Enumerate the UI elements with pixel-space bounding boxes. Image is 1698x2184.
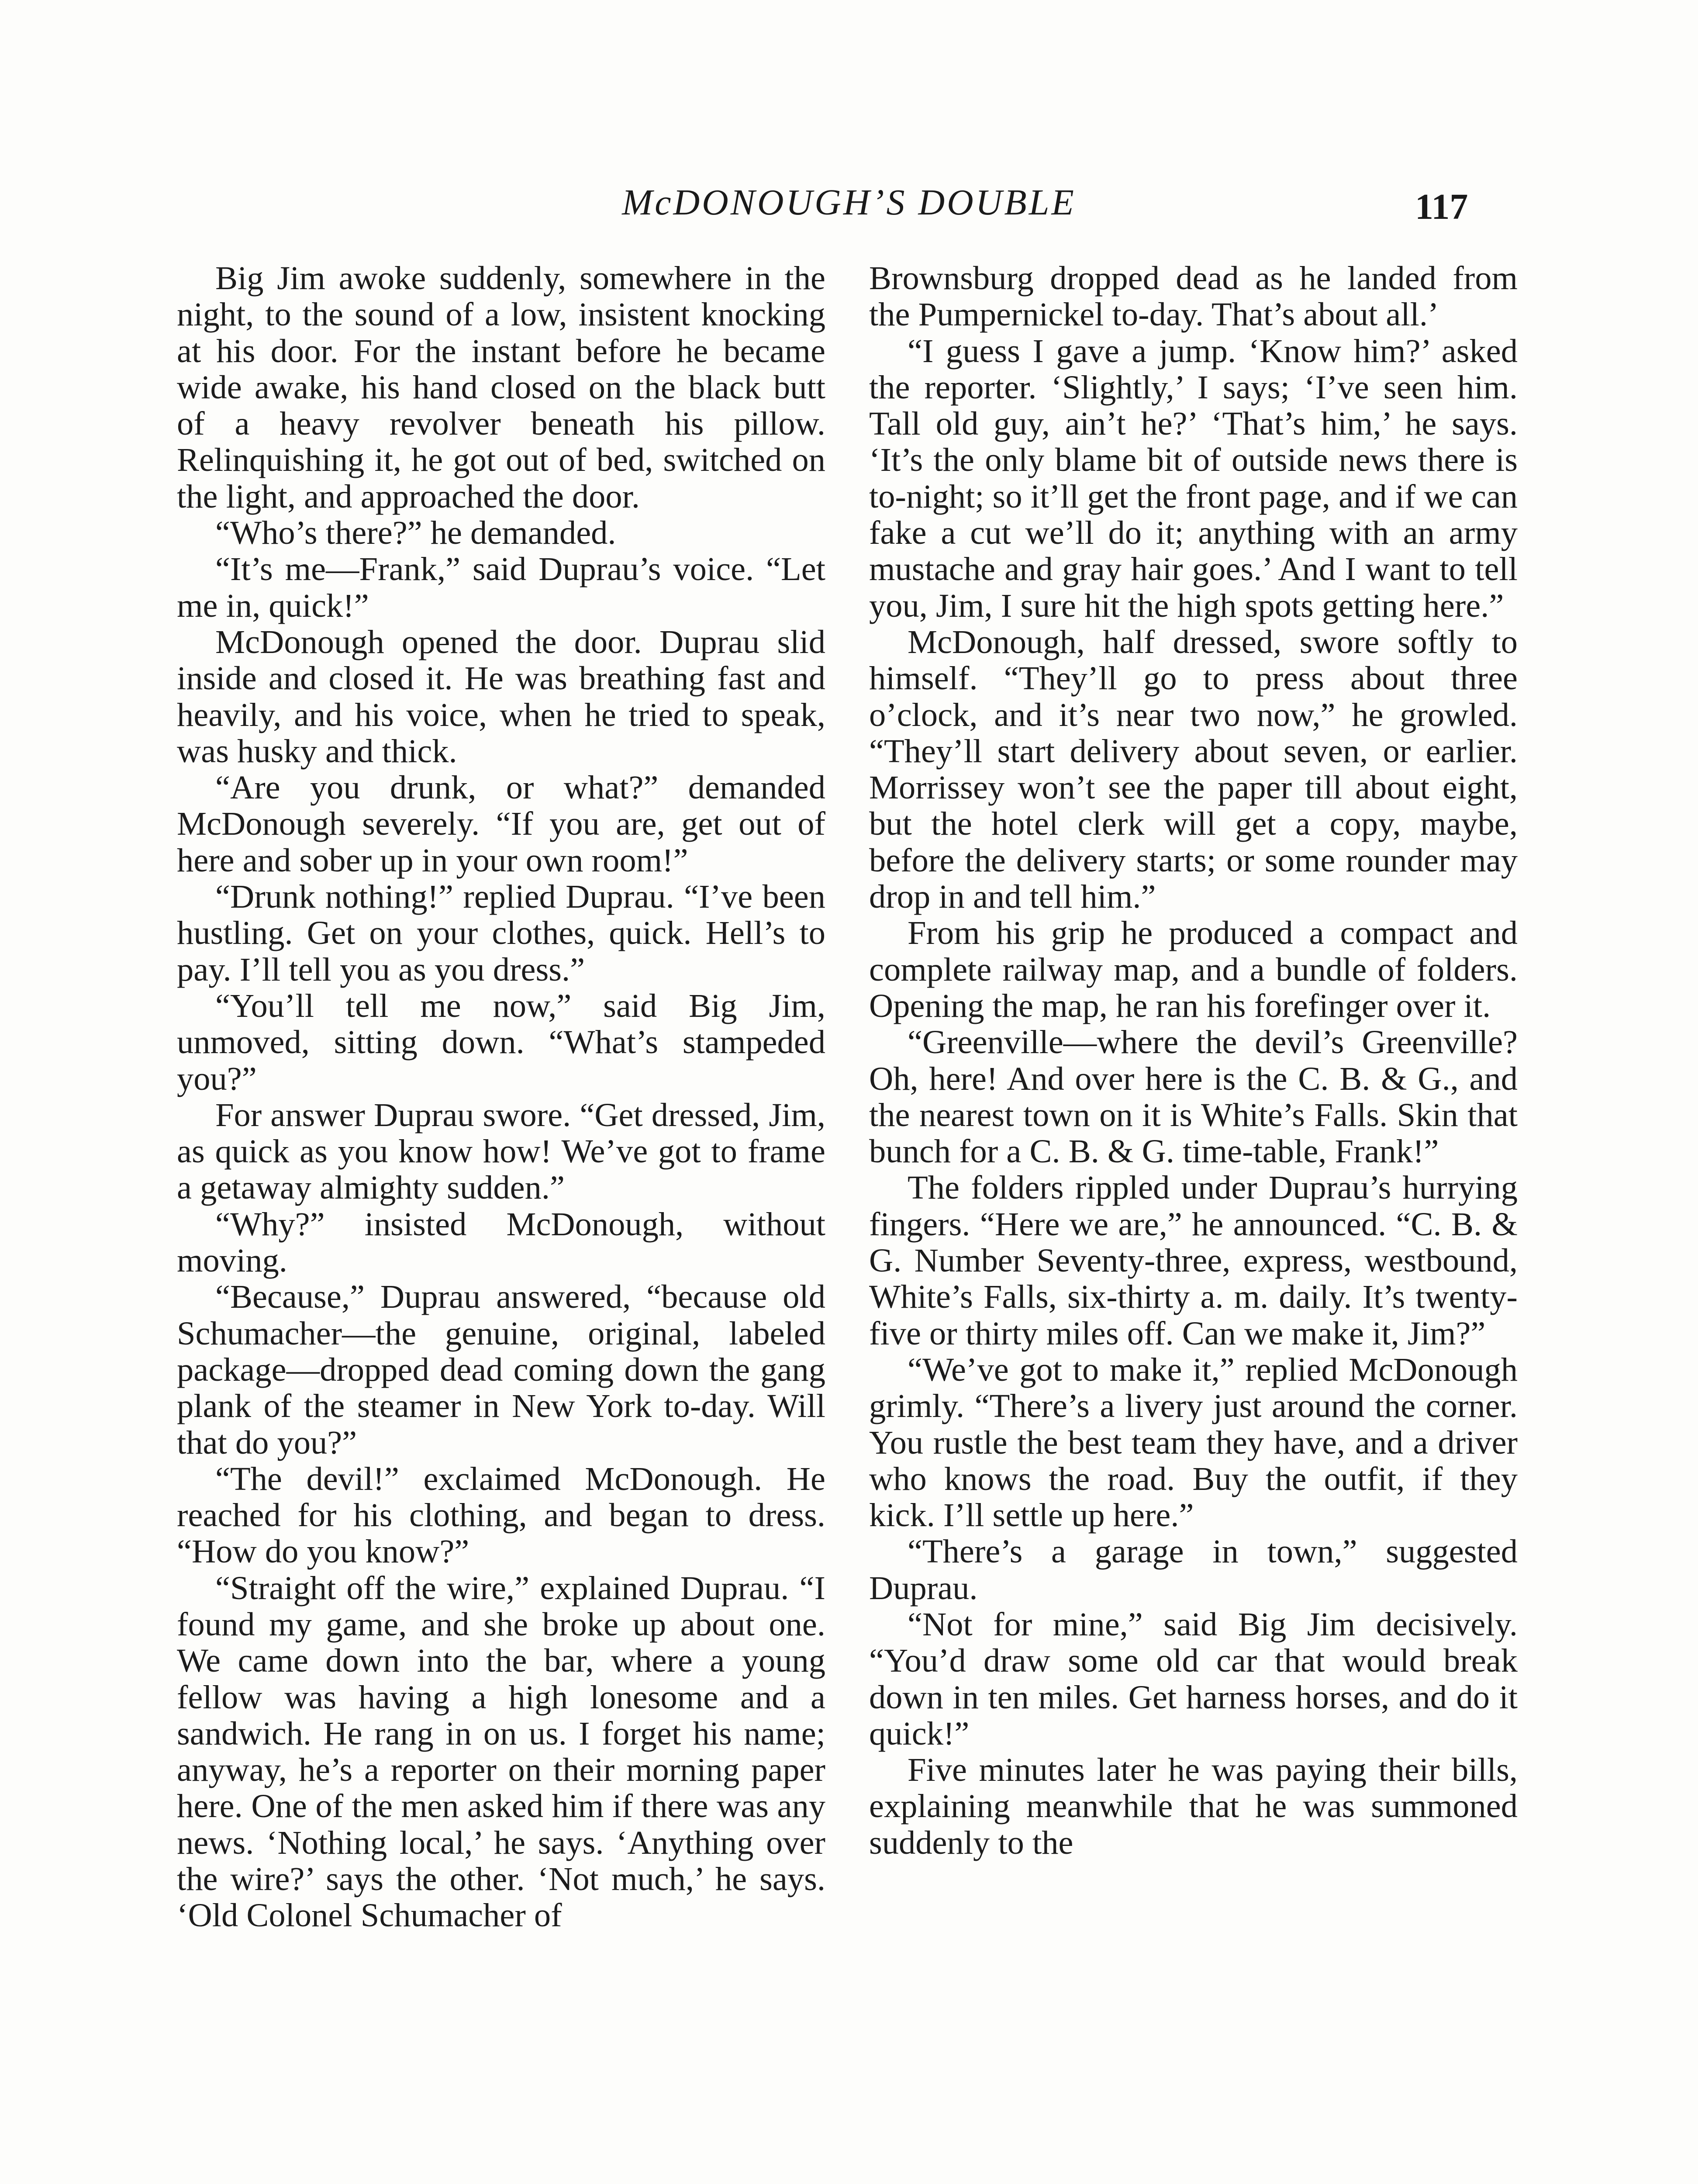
paragraph: “Are you drunk, or what?” demanded McDonough severely. “If you are, get out of here and sober up in your own room!” <box>177 769 825 879</box>
paragraph: “There’s a garage in town,” suggested Duprau. <box>869 1533 1518 1607</box>
paragraph: “We’ve got to make it,” replied McDonough grimly. “There’s a livery just around the corner. You rustle the best team they have, and a driver who knows the road. Buy the outfit, if they kick. I’ll settle up here.” <box>869 1351 1518 1534</box>
paragraph: “Who’s there?” he demanded. <box>215 514 616 552</box>
paragraph: The folders rippled under Duprau’s hurrying fingers. “Here we are,” he announced. “C. B. & G. Number Seventy-three, express, westbound, White’s Falls, six-thirty a. m. daily. It’s twenty-five or thirty miles off. Can we make it, Jim?” <box>869 1169 1518 1352</box>
running-head: McDONOUGH’S DOUBLE <box>622 182 1076 223</box>
paragraph: McDonough, half dressed, swore softly to himself. “They’ll go to press about three o’clock, and it’s near two now,” he growled. “They’ll start delivery about seven, or earlier. Morrissey won’t see the paper till about eight, but the hotel clerk will get a copy, maybe, before the delivery starts; or some rounder may drop in and tell him.” <box>869 623 1518 916</box>
paragraph: “It’s me—Frank,” said Duprau’s voice. “Let me in, quick!” <box>177 550 825 624</box>
paragraph: McDonough opened the door. Duprau slid inside and closed it. He was breathing fast and heavily, and his voice, when he tried to speak, was husky and thick. <box>177 623 825 770</box>
left-column <box>177 260 825 1934</box>
page-number: 117 <box>1415 187 1468 227</box>
paragraph: “Because,” Duprau answered, “because old Schumacher—the genuine, original, labeled package—dropped dead coming down the gang plank of the steamer in New York to-day. Will that do you?” <box>177 1278 825 1461</box>
paragraph: “Straight off the wire,” explained Duprau. “I found my game, and she broke up about one. We came down into the bar, where a young fellow was having a high lonesome and a sandwich. He rang in on us. I forget his name; anyway, he’s a reporter on their morning paper here. One of the men asked him if there was any news. ‘Nothing local,’ he says. ‘Anything over the wire?’ says the other. ‘Not much,’ he says. ‘Old Colonel Schumacher of <box>177 1569 825 1934</box>
paragraph-continued: Brownsburg dropped dead as he landed from the Pumpernickel to-day. That’s about all.’ <box>869 259 1518 333</box>
paragraph: “Greenville—where the devil’s Greenville? Oh, here! And over here is the C. B. & G., and the nearest town on it is White’s Falls. Skin that bunch for a C. B. & G. time-table, Frank!” <box>869 1023 1518 1170</box>
paragraph: “You’ll tell me now,” said Big Jim, unmoved, sitting down. “What’s stampeded you?” <box>177 987 825 1097</box>
right-column <box>869 260 1518 1861</box>
paragraph: For answer Duprau swore. “Get dressed, Jim, as quick as you know how! We’ve got to frame a getaway almighty sudden.” <box>177 1096 825 1206</box>
paragraph: “I guess I gave a jump. ‘Know him?’ asked the reporter. ‘Slightly,’ I says; ‘I’ve seen him. Tall old guy, ain’t he?’ ‘That’s him,’ he says. ‘It’s the only blame bit of outside news there is to-night; so it’ll get the front page, and if we can fake a cut we’ll do it; anything with an army mustache and gray hair goes.’ And I want to tell you, Jim, I sure hit the high spots getting here.” <box>869 332 1518 624</box>
paragraph: “Not for mine,” said Big Jim decisively. “You’d draw some old car that would break down in ten miles. Get harness horses, and do it quick!” <box>869 1605 1518 1752</box>
paragraph: From his grip he produced a compact and complete railway map, and a bundle of folders. Opening the map, he ran his forefinger over it. <box>869 914 1518 1024</box>
paragraph: “Why?” insisted McDonough, without moving. <box>177 1205 825 1279</box>
paragraph: Five minutes later he was paying their bills, explaining meanwhile that he was summoned suddenly to the <box>869 1751 1518 1861</box>
paragraph: “Drunk nothing!” replied Duprau. “I’ve been hustling. Get on your clothes, quick. Hell’s to pay. I’ll tell you as you dress.” <box>177 878 825 988</box>
paragraph: “The devil!” exclaimed McDonough. He reached for his clothing, and began to dress. “How do you know?” <box>177 1460 825 1570</box>
paragraph: Big Jim awoke suddenly, somewhere in the night, to the sound of a low, insistent knocking at his door. For the instant before he became wide awake, his hand closed on the black butt of a heavy revolver beneath his pillow. Relinquishing it, he got out of bed, switched on the light, and approached the door. <box>177 259 825 515</box>
